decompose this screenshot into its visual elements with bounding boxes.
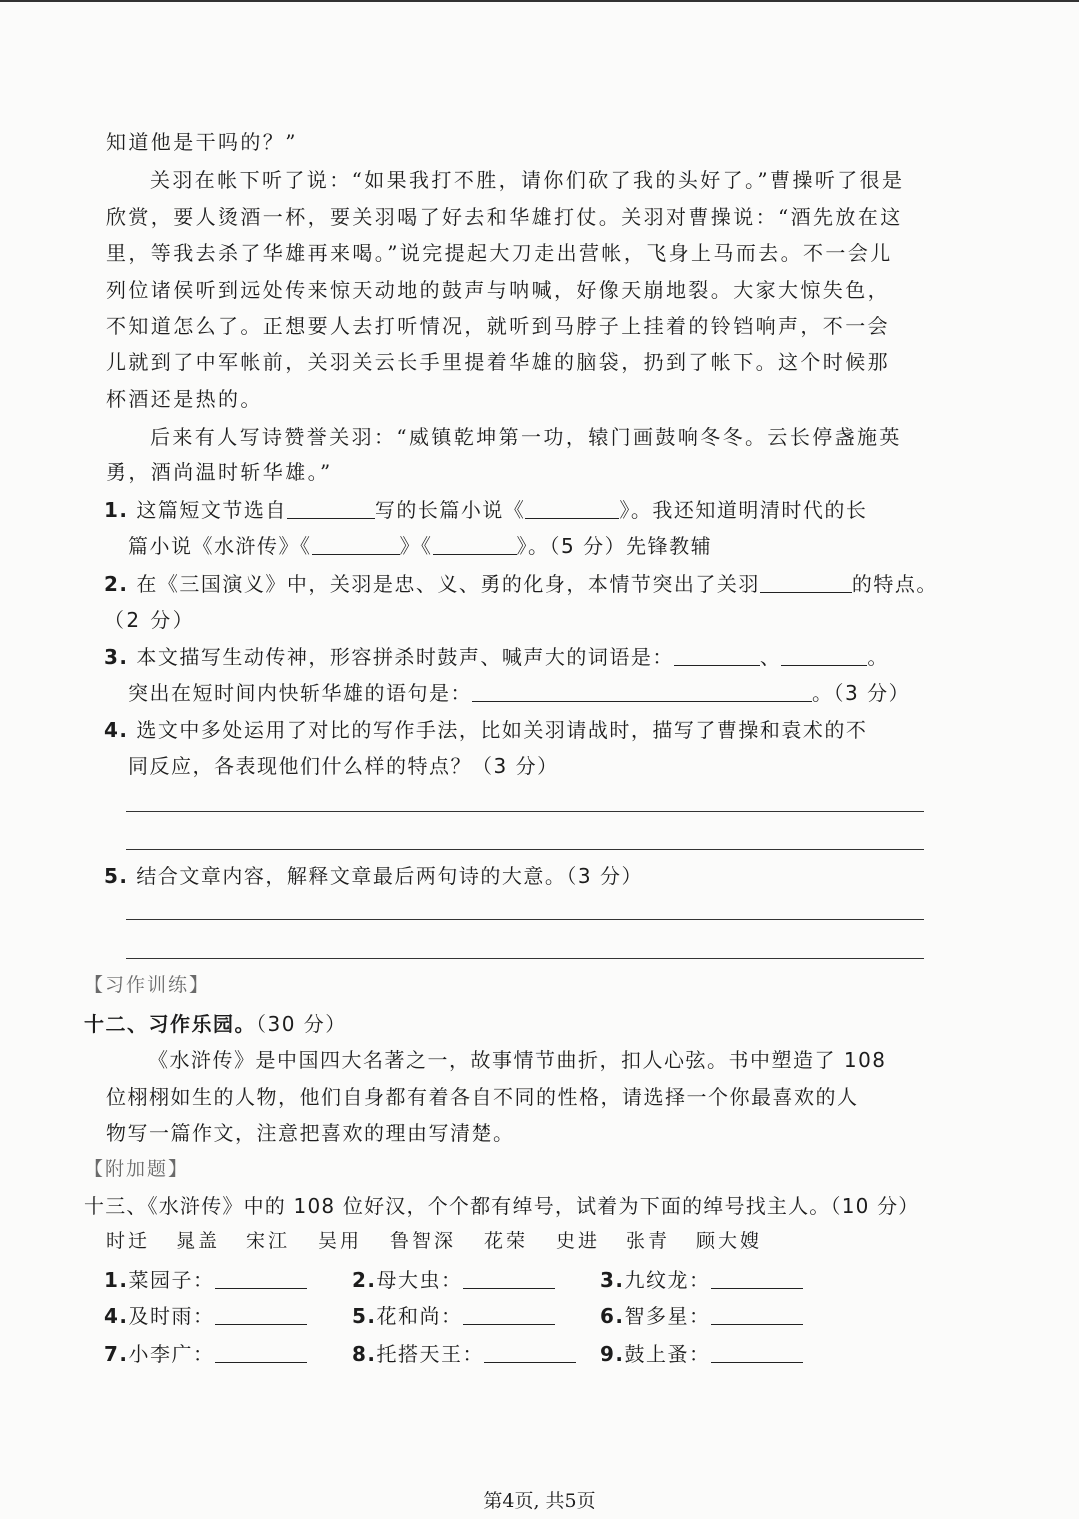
answer-blank[interactable]	[711, 1270, 803, 1289]
answer-line[interactable]	[126, 811, 924, 812]
nickname-item	[104, 1300, 307, 1329]
question-text: 选文中多处运用了对比的写作手法，比如关羽请战时，描写了曹操和袁术的不	[136, 718, 868, 742]
name-option: 宋江	[246, 1230, 291, 1252]
passage-line: 后来有人写诗赞誉关羽：“威镇乾坤第一功，辕门画鼓响冬冬。云长停盏施英	[150, 425, 902, 449]
question-4-cont: 同反应，各表现他们什么样的特点？（3 分）	[128, 754, 559, 778]
page-footer: 第4页, 共5页	[483, 1490, 596, 1512]
question-number: 1.	[104, 498, 129, 522]
section-tag-writing: 【习作训练】	[84, 974, 211, 996]
passage-line: 里，等我去杀了华雄再来喝。”说完提起大刀走出营帐，飞身上马而去。不一会儿	[106, 241, 893, 265]
question-3	[104, 641, 889, 670]
answer-blank[interactable]	[711, 1344, 803, 1363]
nickname-label: 及时雨：	[128, 1304, 215, 1328]
answer-blank[interactable]	[472, 683, 812, 702]
item-number: 2.	[352, 1268, 377, 1292]
nickname-item	[104, 1338, 307, 1367]
answer-line[interactable]	[126, 849, 924, 850]
passage-line: 列位诸侯听到远处传来惊天动地的鼓声与呐喊，好像天崩地裂。大家大惊失色，	[106, 278, 890, 302]
nickname-item	[600, 1300, 803, 1329]
item-number: 9.	[600, 1342, 625, 1366]
nickname-label: 小李广：	[128, 1342, 215, 1366]
answer-blank[interactable]	[484, 1344, 576, 1363]
item-number: 5.	[352, 1304, 377, 1328]
question-text: 。	[867, 645, 889, 669]
nickname-item	[352, 1264, 555, 1293]
question-1-cont	[128, 530, 712, 559]
question-text: 结合文章内容，解释文章最后两句诗的大意。（3 分）	[136, 864, 643, 888]
question-text: 、	[759, 645, 782, 669]
nickname-label: 母大虫：	[376, 1268, 463, 1292]
item-number: 8.	[352, 1342, 377, 1366]
answer-blank[interactable]	[215, 1344, 307, 1363]
name-option: 吴用	[318, 1230, 363, 1252]
writing-prompt-line: 位栩栩如生的人物，他们自身都有着各自不同的性格，请选择一个你最喜欢的人	[106, 1085, 859, 1109]
question-1	[104, 494, 867, 523]
answer-blank[interactable]	[433, 536, 517, 555]
item-number: 4.	[104, 1304, 129, 1328]
answer-line[interactable]	[126, 958, 924, 959]
section-title: 十二、习作乐园。	[84, 1012, 256, 1036]
question-text: 篇小说《水浒传》《	[128, 534, 312, 558]
name-option: 晁盖	[176, 1230, 221, 1252]
item-number: 3.	[600, 1268, 625, 1292]
question-text: 这篇短文节选自	[136, 498, 287, 522]
question-3-cont	[128, 677, 910, 706]
item-number: 7.	[104, 1342, 129, 1366]
answer-blank[interactable]	[287, 500, 375, 519]
section-13-heading: 十三、《水浒传》中的 108 位好汉，个个都有绰号，试着为下面的绰号找主人。（10 分）	[84, 1194, 920, 1218]
answer-blank[interactable]	[711, 1306, 803, 1325]
nickname-label: 智多星：	[624, 1304, 711, 1328]
name-option: 花荣	[484, 1230, 529, 1252]
name-option: 张青	[626, 1230, 671, 1252]
item-number: 6.	[600, 1304, 625, 1328]
answer-line[interactable]	[126, 919, 924, 920]
question-text: 。（3 分）	[812, 681, 911, 705]
passage-line: 勇，酒尚温时斩华雄。”	[106, 460, 333, 484]
nickname-item	[352, 1338, 576, 1367]
question-text: 本文描写生动传神，形容拼杀时鼓声、喊声大的词语是：	[136, 645, 674, 669]
writing-prompt-line: 《水浒传》是中国四大名著之一，故事情节曲折，扣人心弦。书中塑造了 108	[148, 1048, 887, 1072]
question-text: 突出在短时间内快斩华雄的语句是：	[128, 681, 472, 705]
answer-blank[interactable]	[525, 500, 619, 519]
passage-line: 欣赏，要人烫酒一杯，要关羽喝了好去和华雄打仗。关羽对曹操说：“酒先放在这	[106, 205, 903, 229]
question-number: 2.	[104, 572, 129, 596]
nickname-label: 菜园子：	[128, 1268, 215, 1292]
question-2	[104, 568, 938, 597]
passage-line: 不知道怎么了。正想要人去打听情况，就听到马脖子上挂着的铃铛响声，不一会	[106, 314, 890, 338]
question-2-score: （2 分）	[104, 608, 196, 632]
section-tag-bonus: 【附加题】	[84, 1158, 190, 1180]
nickname-label: 托搭天王：	[376, 1342, 485, 1366]
answer-blank[interactable]	[312, 536, 400, 555]
nickname-label: 九纹龙：	[624, 1268, 711, 1292]
question-4	[104, 714, 867, 743]
nickname-item	[104, 1264, 307, 1293]
nickname-item	[600, 1264, 803, 1293]
answer-blank[interactable]	[760, 574, 852, 593]
name-option: 史进	[556, 1230, 601, 1252]
nickname-item	[352, 1300, 555, 1329]
question-text: 的特点。	[851, 572, 938, 596]
nickname-item	[600, 1338, 803, 1367]
writing-prompt-line: 物写一篇作文，注意把喜欢的理由写清楚。	[106, 1121, 515, 1145]
answer-blank[interactable]	[463, 1270, 555, 1289]
answer-blank[interactable]	[463, 1306, 555, 1325]
name-option: 时迁	[106, 1230, 151, 1252]
question-number: 5.	[104, 864, 129, 888]
name-option: 顾大嫂	[696, 1230, 763, 1252]
answer-blank[interactable]	[674, 647, 760, 666]
answer-blank[interactable]	[215, 1270, 307, 1289]
section-12-heading	[84, 1008, 347, 1037]
passage-line: 知道他是干吗的？”	[106, 130, 298, 154]
passage-line: 关羽在帐下听了说：“如果我打不胜，请你们砍了我的头好了。”曹操听了很是	[150, 168, 905, 192]
question-5	[104, 860, 643, 889]
section-score: （30 分）	[256, 1012, 347, 1036]
answer-blank[interactable]	[215, 1306, 307, 1325]
question-number: 4.	[104, 718, 129, 742]
answer-blank[interactable]	[781, 647, 867, 666]
passage-line: 杯酒还是热的。	[106, 387, 263, 411]
question-text: 》。（5 分）先锋教辅	[516, 534, 713, 558]
question-text: 在《三国演义》中，关羽是忠、义、勇的化身，本情节突出了关羽	[136, 572, 760, 596]
question-number: 3.	[104, 645, 129, 669]
top-border	[0, 0, 1079, 2]
question-text: 》《	[399, 534, 433, 558]
name-option: 鲁智深	[390, 1230, 457, 1252]
nickname-label: 鼓上蚤：	[624, 1342, 711, 1366]
passage-line: 儿就到了中军帐前，关羽关云长手里提着华雄的脑袋，扔到了帐下。这个时候那	[106, 350, 890, 374]
item-number: 1.	[104, 1268, 129, 1292]
question-text: 写的长篇小说《	[374, 498, 526, 522]
nickname-label: 花和尚：	[376, 1304, 463, 1328]
question-text: 》。我还知道明清时代的长	[619, 498, 868, 522]
